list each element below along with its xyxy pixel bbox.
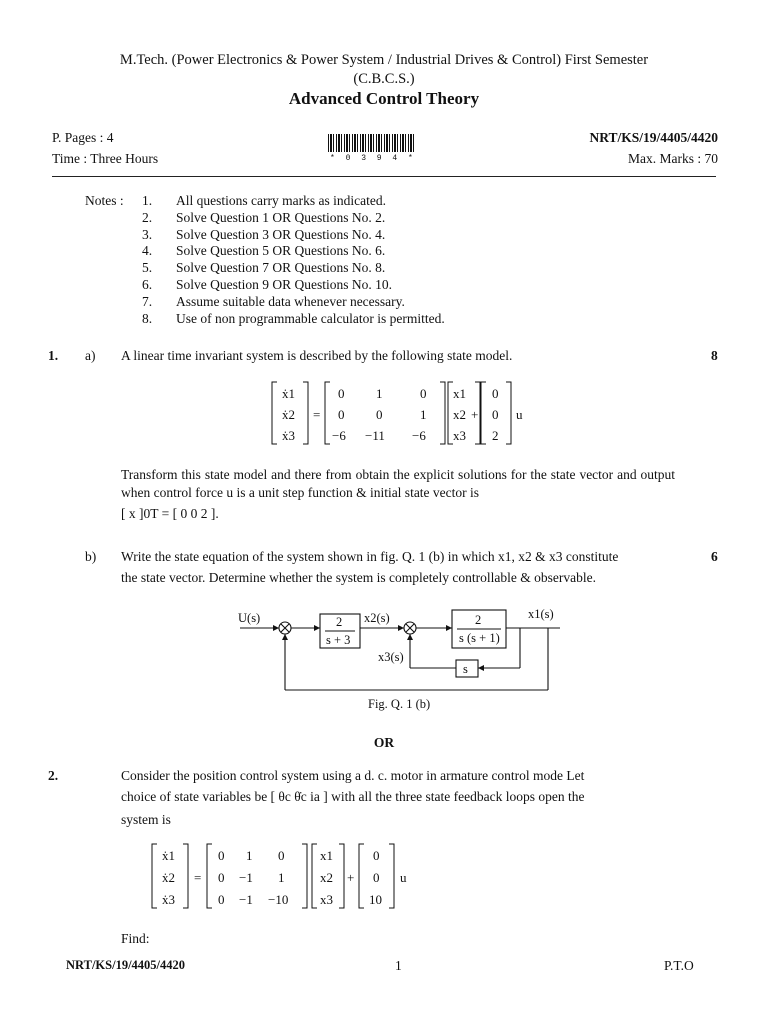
matrix-cell: 0 bbox=[420, 386, 427, 401]
matrix-cell: 0 bbox=[338, 386, 345, 401]
matrix-cell: 0 bbox=[218, 870, 225, 885]
block1-numerator: 2 bbox=[336, 615, 343, 629]
block-diagram bbox=[230, 604, 570, 696]
state-deriv: ẋ2 bbox=[282, 407, 295, 422]
matrix-cell: 0 bbox=[278, 848, 285, 863]
block2-denominator: s (s + 1) bbox=[459, 631, 500, 645]
input-coef: 0 bbox=[373, 870, 380, 885]
state-var: x2 bbox=[320, 870, 333, 885]
matrix-cell: −6 bbox=[412, 428, 426, 443]
matrix-cell: 1 bbox=[420, 407, 427, 422]
marks-label: 8 bbox=[711, 348, 718, 363]
page-count: P. Pages : 4 bbox=[52, 130, 114, 145]
block2-numerator: 2 bbox=[475, 613, 482, 627]
q2-state-equation bbox=[150, 840, 420, 912]
exam-time: Time : Three Hours bbox=[52, 151, 159, 166]
note-item: 4. Solve Question 5 OR Questions No. 6. bbox=[142, 243, 386, 259]
matrix-cell: −6 bbox=[332, 428, 346, 443]
note-item: 3. Solve Question 3 OR Questions No. 4. bbox=[142, 226, 386, 242]
state-deriv: ẋ2 bbox=[162, 870, 175, 885]
q2-text-line2: choice of state variables be [ θc θ̇c ia ] with all the three state feedback loops open the bbox=[121, 789, 585, 804]
equals-sign: = bbox=[313, 407, 321, 422]
matrix-cell: 0 bbox=[376, 407, 383, 422]
matrix-cell: −1 bbox=[239, 870, 253, 885]
state-deriv: ẋ1 bbox=[282, 386, 295, 401]
header-divider bbox=[52, 176, 716, 177]
q2-text-line1: Consider the position control system using a d. c. motor in armature control mode Let bbox=[121, 768, 585, 783]
paper-code: NRT/KS/19/4405/4420 bbox=[589, 130, 718, 145]
note-item: 2. Solve Question 1 OR Questions No. 2. bbox=[142, 209, 386, 225]
page-number: 1 bbox=[395, 958, 402, 973]
note-item: 7. Assume suitable data whenever necessary. bbox=[142, 293, 405, 309]
x3-label: x3(s) bbox=[378, 650, 404, 664]
or-separator: OR bbox=[373, 735, 395, 750]
input-u: u bbox=[400, 870, 407, 885]
state-var: x3 bbox=[320, 892, 333, 907]
q1b-text-line1: Write the state equation of the system shown in fig. Q. 1 (b) in which x1, x2 & x3 constitute bbox=[121, 549, 619, 564]
subpart-label: b) bbox=[85, 549, 97, 564]
state-var: x1 bbox=[453, 386, 466, 401]
note-item: 6. Solve Question 9 OR Questions No. 10. bbox=[142, 276, 392, 292]
matrix-cell: 1 bbox=[246, 848, 253, 863]
input-coef: 0 bbox=[492, 386, 499, 401]
pto-label: P.T.O bbox=[664, 958, 694, 973]
notes-list bbox=[142, 193, 445, 327]
matrix-cell: −10 bbox=[268, 892, 289, 907]
matrix-cell: 1 bbox=[278, 870, 285, 885]
note-item: 5. Solve Question 7 OR Questions No. 8. bbox=[142, 260, 386, 276]
equals-sign: = bbox=[194, 870, 202, 885]
input-coef: 10 bbox=[369, 892, 382, 907]
initial-state: [ x ]0T = [ 0 0 2 ]. bbox=[121, 506, 219, 521]
input-u: u bbox=[516, 407, 523, 422]
matrix-cell: −11 bbox=[365, 428, 385, 443]
matrix-cell: 0 bbox=[218, 892, 225, 907]
find-label: Find: bbox=[121, 931, 150, 946]
matrix-cell: 1 bbox=[376, 386, 383, 401]
barcode bbox=[328, 134, 414, 152]
barcode-number: * 0 3 9 4 * bbox=[330, 154, 416, 163]
course-title: M.Tech. (Power Electronics & Power System / Industrial Drives & Control) First Semester bbox=[119, 52, 649, 68]
footer-code: NRT/KS/19/4405/4420 bbox=[66, 958, 186, 972]
scheme-label: (C.B.C.S.) bbox=[353, 71, 415, 87]
diagram-input-label: U(s) bbox=[238, 611, 261, 625]
state-deriv: ẋ1 bbox=[162, 848, 175, 863]
state-deriv: ẋ3 bbox=[162, 892, 175, 907]
q2-text-line3: system is bbox=[121, 812, 171, 827]
matrix-cell: 0 bbox=[338, 407, 345, 422]
x1-label: x1(s) bbox=[528, 607, 554, 621]
matrix-cell: −1 bbox=[239, 892, 253, 907]
state-var: x1 bbox=[320, 848, 333, 863]
note-item: 8. Use of non programmable calculator is permitted. bbox=[142, 310, 445, 326]
state-var: x3 bbox=[453, 428, 466, 443]
q1a-text: A linear time invariant system is described by the following state model. bbox=[121, 348, 513, 363]
input-coef: 0 bbox=[492, 407, 499, 422]
plus-sign: + bbox=[347, 870, 355, 885]
input-coef: 0 bbox=[373, 848, 380, 863]
feedback-s-label: s bbox=[463, 662, 468, 676]
q1a-state-equation bbox=[270, 378, 540, 448]
figure-caption: Fig. Q. 1 (b) bbox=[368, 697, 431, 711]
max-marks: Max. Marks : 70 bbox=[628, 151, 718, 166]
question-number: 2. bbox=[48, 768, 59, 783]
state-var: x2 bbox=[453, 407, 466, 422]
q1b-text-line2: the state vector. Determine whether the system is completely controllable & observable. bbox=[121, 570, 596, 585]
state-deriv: ẋ3 bbox=[282, 428, 295, 443]
input-coef: 2 bbox=[492, 428, 499, 443]
notes-label: Notes : bbox=[85, 193, 124, 208]
question-number: 1. bbox=[48, 348, 59, 363]
plus-sign: + bbox=[471, 407, 479, 422]
marks-label: 6 bbox=[711, 549, 718, 564]
subpart-label: a) bbox=[85, 348, 96, 363]
q1a-paragraph: Transform this state model and there from obtain the explicit solutions for the state vector and output when control force u is a unit step function & initial state vector is bbox=[121, 467, 675, 500]
block1-denominator: s + 3 bbox=[326, 633, 351, 647]
note-item: 1. All questions carry marks as indicated. bbox=[142, 193, 386, 208]
matrix-cell: 0 bbox=[218, 848, 225, 863]
subject-title: Advanced Control Theory bbox=[288, 89, 480, 108]
x2-label: x2(s) bbox=[364, 611, 390, 625]
